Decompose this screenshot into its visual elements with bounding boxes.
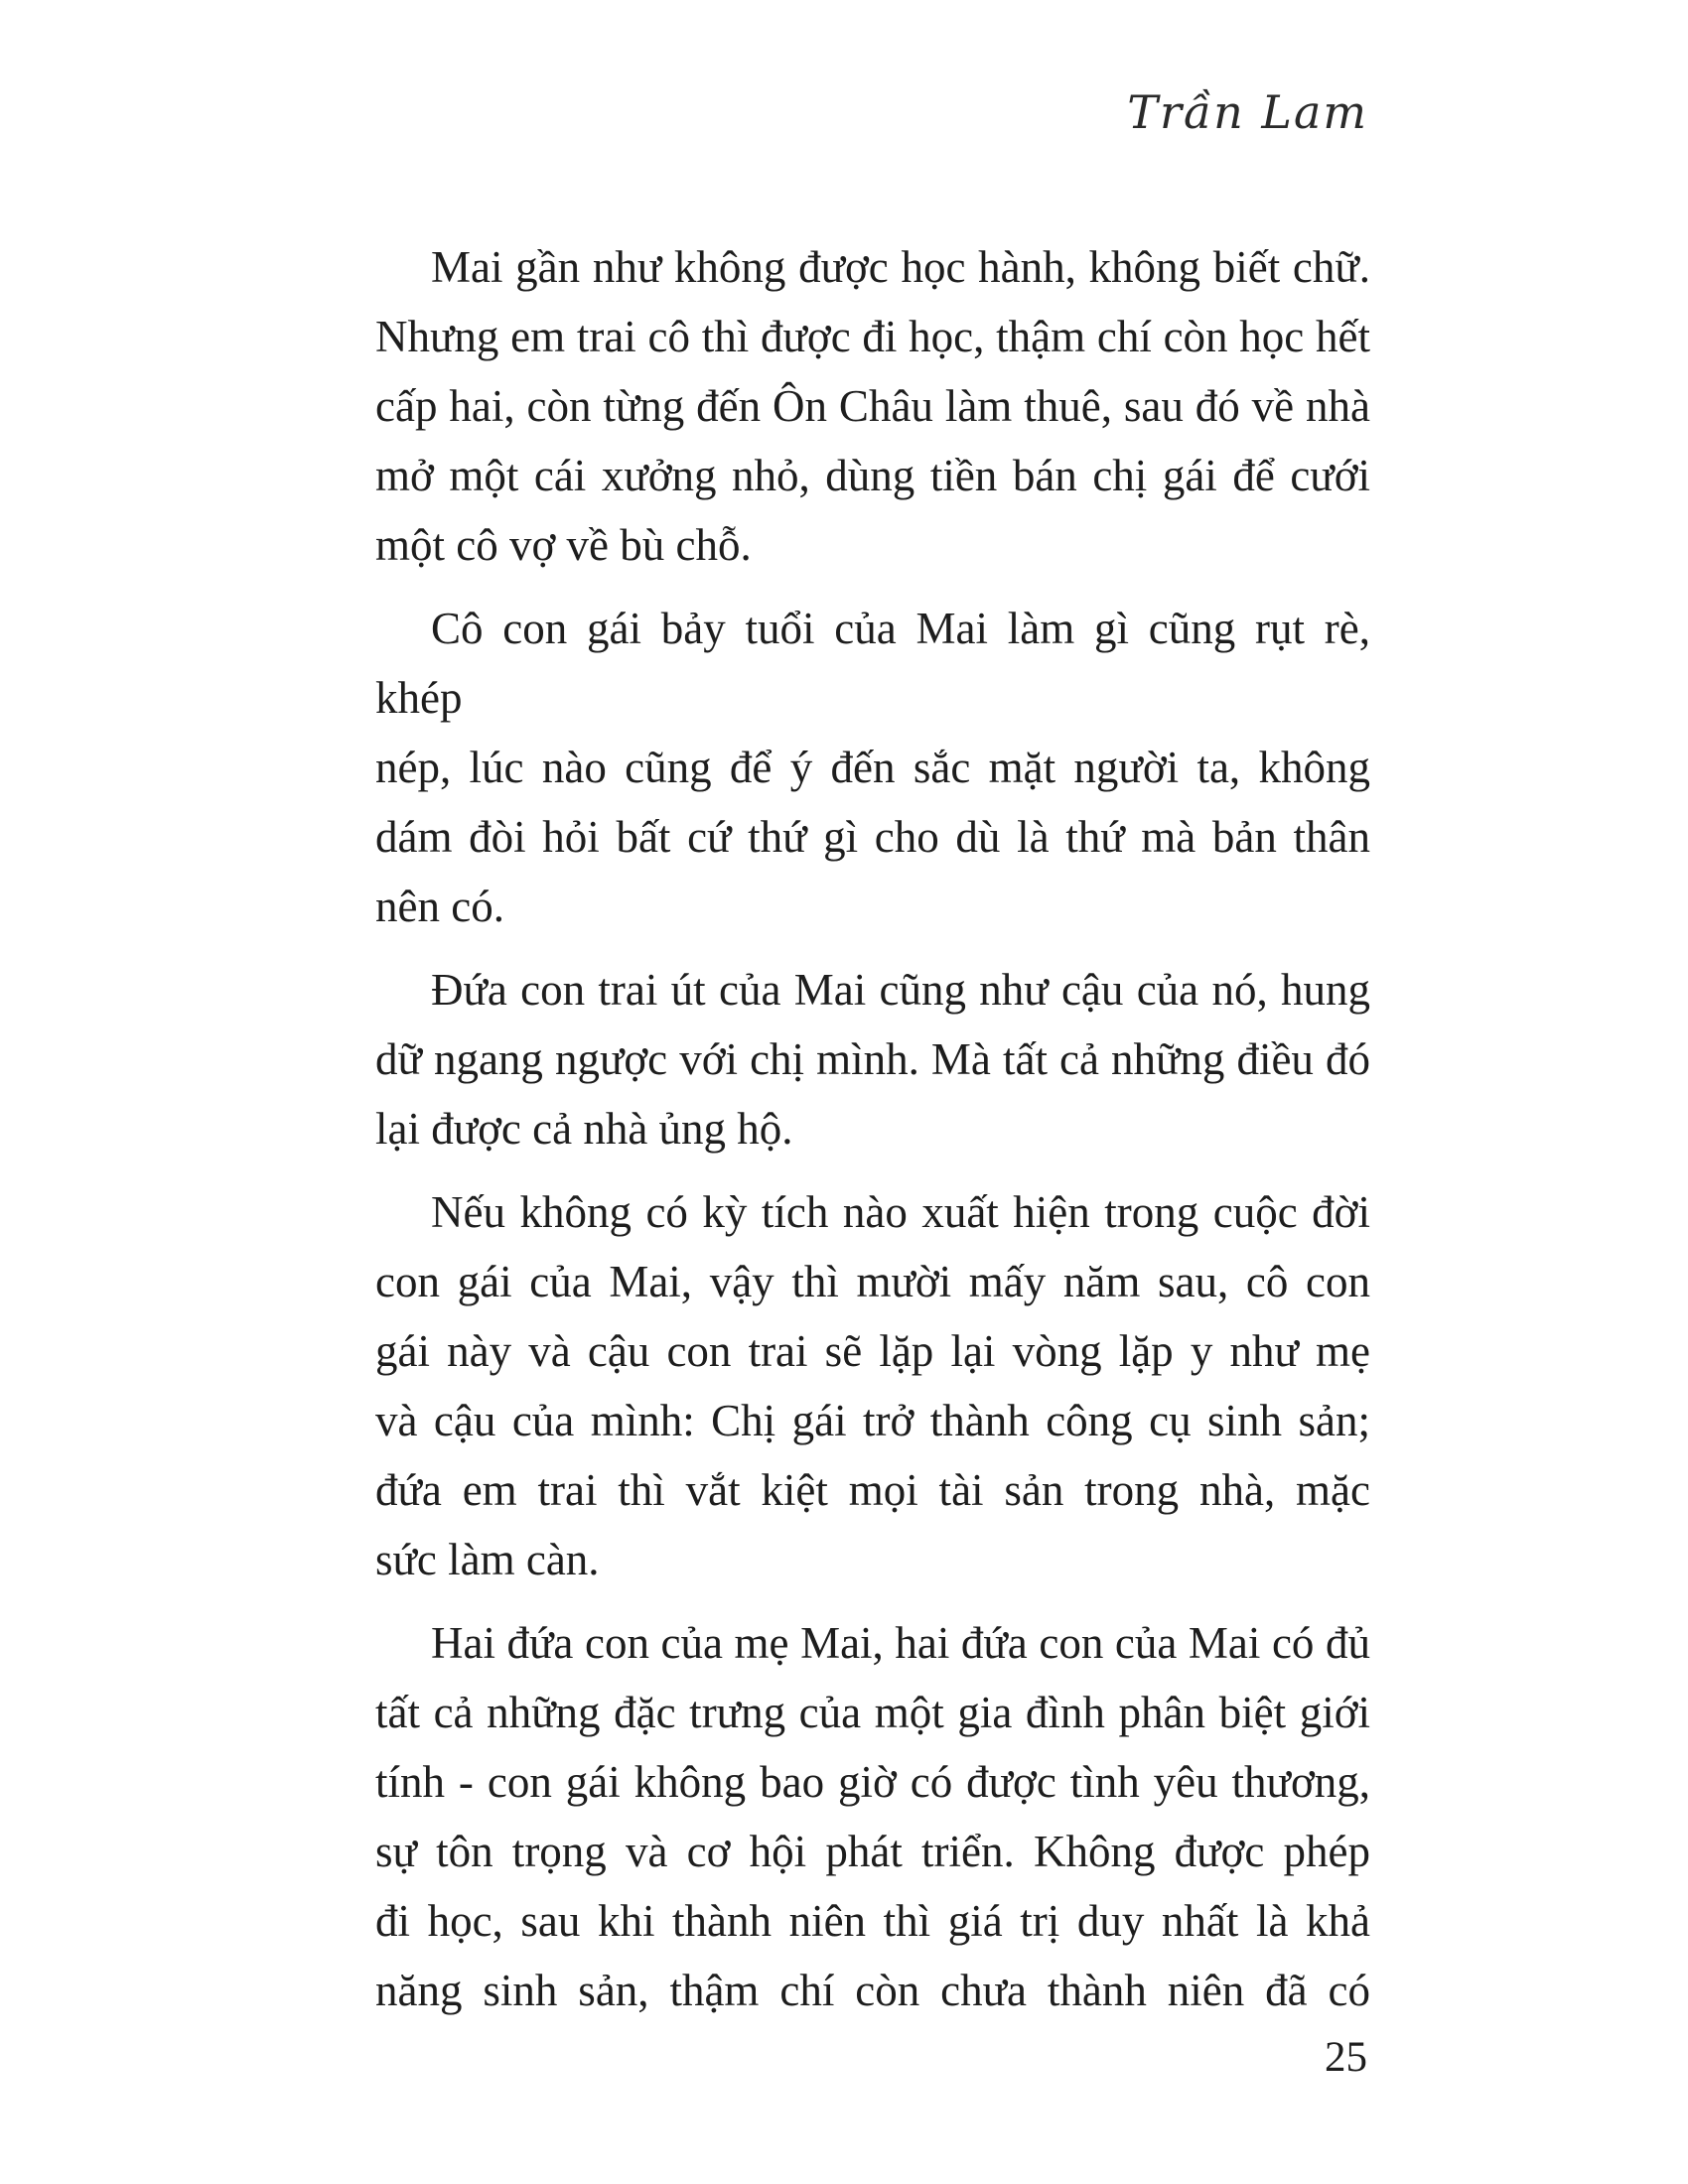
body-text	[375, 232, 1370, 2039]
text-line: và cậu của mình: Chị gái trở thành công cụ sinh sản;	[375, 1396, 1370, 1445]
text-line: năng sinh sản, thậm chí còn chưa thành niên đã có	[375, 1966, 1370, 2015]
text-line: dữ ngang ngược với chị mình. Mà tất cả những điều đó	[375, 1034, 1370, 1084]
text-line: Hai đứa con của mẹ Mai, hai đứa con của Mai có đủ	[431, 1618, 1370, 1668]
paragraph	[375, 1177, 1370, 1594]
text-line: đứa em trai thì vắt kiệt mọi tài sản trong nhà, mặc	[375, 1465, 1370, 1515]
page-number: 25	[1325, 2034, 1367, 2081]
text-line: Nhưng em trai cô thì được đi học, thậm chí còn học hết	[375, 312, 1370, 361]
text-line: gái này và cậu con trai sẽ lặp lại vòng lặp y như mẹ	[375, 1326, 1370, 1376]
text-line: dám đòi hỏi bất cứ thứ gì cho dù là thứ mà bản thân	[375, 812, 1370, 862]
paragraph	[375, 594, 1370, 941]
text-line: nép, lúc nào cũng để ý đến sắc mặt người ta, không	[375, 743, 1370, 792]
text-line: tất cả những đặc trưng của một gia đình phân biệt giới	[375, 1688, 1370, 1737]
paragraph	[375, 1608, 1370, 2025]
text-line: sự tôn trọng và cơ hội phát triển. Không được phép	[375, 1827, 1370, 1876]
text-line: tính - con gái không bao giờ có được tình yêu thương,	[375, 1757, 1370, 1807]
text-line: đi học, sau khi thành niên thì giá trị duy nhất là khả	[375, 1896, 1370, 1946]
text-line: nên có.	[375, 882, 504, 931]
text-line: Đứa con trai út của Mai cũng như cậu của nó, hung	[431, 965, 1370, 1015]
paragraph	[375, 232, 1370, 580]
running-header-author: Trần Lam	[1127, 85, 1368, 139]
text-line: một cô vợ về bù chỗ.	[375, 520, 752, 570]
paragraph	[375, 955, 1370, 1163]
text-line: cấp hai, còn từng đến Ôn Châu làm thuê, sau đó về nhà	[375, 381, 1370, 431]
text-line: Cô con gái bảy tuổi của Mai làm gì cũng rụt rè, khép	[375, 604, 1370, 723]
text-line: sức làm càn.	[375, 1535, 600, 1584]
text-line: Nếu không có kỳ tích nào xuất hiện trong cuộc đời	[431, 1187, 1370, 1237]
text-line: Mai gần như không được học hành, không biết chữ.	[431, 242, 1370, 292]
text-line: lại được cả nhà ủng hộ.	[375, 1104, 793, 1154]
text-line: con gái của Mai, vậy thì mười mấy năm sau, cô con	[375, 1257, 1370, 1306]
text-line: mở một cái xưởng nhỏ, dùng tiền bán chị gái để cưới	[375, 451, 1370, 500]
